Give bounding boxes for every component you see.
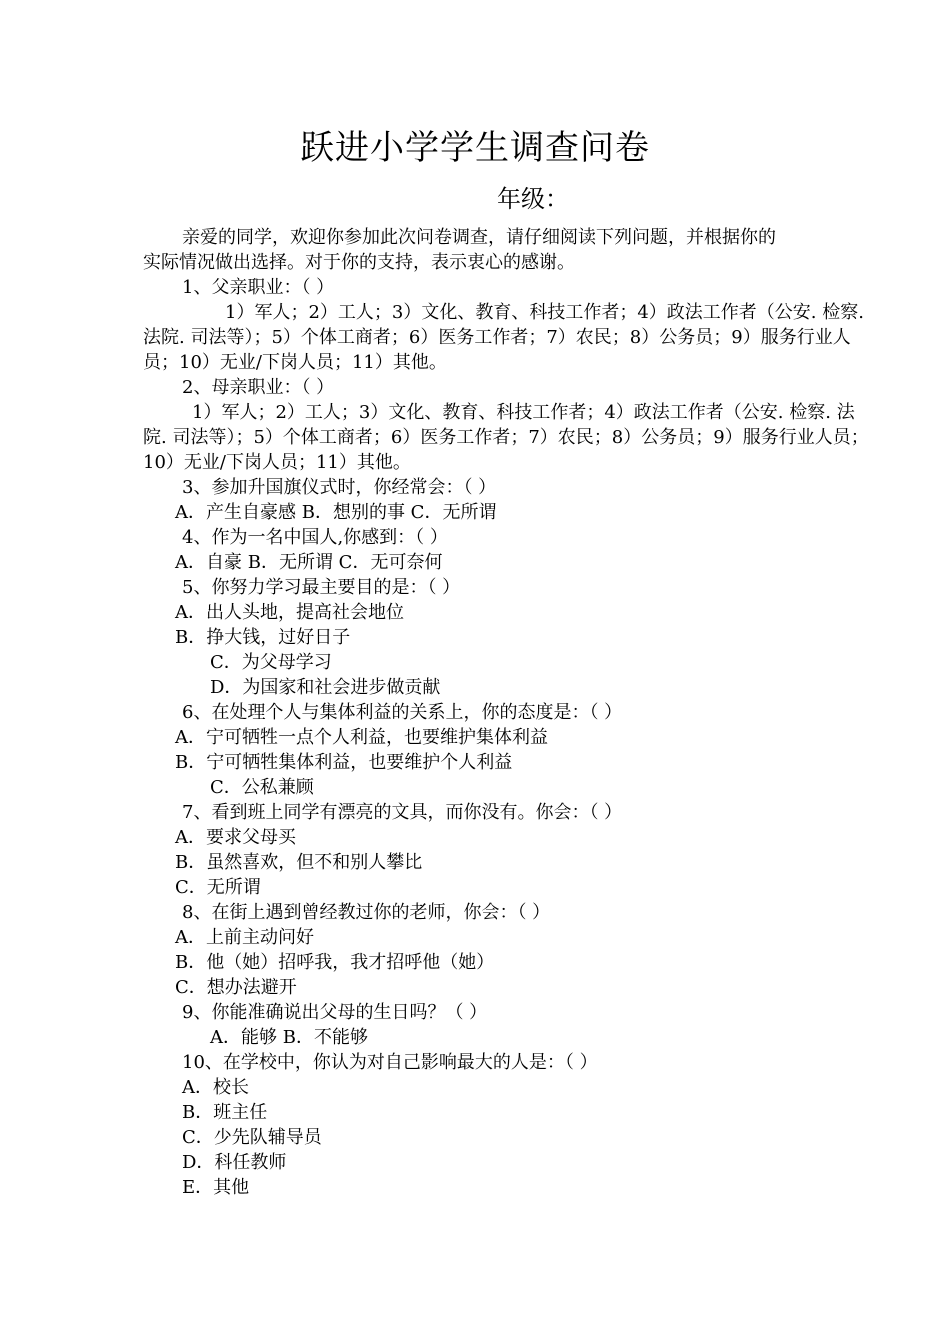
question-1-prompt: 1、父亲职业：（ ） [182,277,335,298]
question-4-options: A．自豪 B．无所谓 C．无可奈何 [175,552,443,573]
question-6-option: A．宁可牺牲一点个人利益，也要维护集体利益 [175,727,548,748]
question-5-option: D．为国家和社会进步做贡献 [210,677,441,698]
question-3-options: A．产生自豪感 B．想别的事 C．无所谓 [175,502,497,523]
question-7-prompt: 7、看到班上同学有漂亮的文具，而你没有。你会：（ ） [182,802,623,823]
question-8-option: B．他（她）招呼我，我才招呼他（她） [175,952,495,973]
question-2-prompt: 2、母亲职业：（ ） [182,377,335,398]
page-title: 跃进小学学生调查问卷 [300,128,650,168]
question-10-option: C．少先队辅导员 [182,1127,322,1148]
question-7-option: A．要求父母买 [175,827,296,848]
question-6-prompt: 6、在处理个人与集体利益的关系上，你的态度是：（ ） [182,702,623,723]
question-5-option: C．为父母学习 [210,652,332,673]
question-1-text: 员；10）无业/下岗人员；11）其他。 [143,352,447,373]
question-3-prompt: 3、参加升国旗仪式时，你经常会：（ ） [182,477,497,498]
question-9-options: A．能够 B．不能够 [210,1027,368,1048]
question-10-option: A．校长 [182,1077,249,1098]
question-8-option: A．上前主动问好 [175,927,314,948]
question-10-prompt: 10、在学校中，你认为对自己影响最大的人是：（ ） [182,1052,598,1073]
question-1-text: 1）军人；2）工人；3）文化、教育、科技工作者；4）政法工作者（公安. 检察. [225,302,864,323]
grade-label: 年级： [497,185,569,213]
question-6-option: B．宁可牺牲集体利益，也要维护个人利益 [175,752,513,773]
question-5-option: A．出人头地，提高社会地位 [175,602,404,623]
question-7-option: B．虽然喜欢，但不和别人攀比 [175,852,423,873]
question-10-option: B．班主任 [182,1102,268,1123]
question-7-option: C．无所谓 [175,877,261,898]
question-10-option: D．科任教师 [182,1152,287,1173]
question-10-option: E．其他 [182,1177,250,1198]
question-2-text: 10）无业/下岗人员；11）其他。 [143,452,411,473]
question-5-prompt: 5、你努力学习最主要目的是：（ ） [182,577,461,598]
intro-line: 亲爱的同学，欢迎你参加此次问卷调查，请仔细阅读下列问题，并根据你的 [182,227,776,248]
question-4-prompt: 4、作为一名中国人,你感到：（ ） [182,527,448,548]
question-5-option: B．挣大钱，过好日子 [175,627,351,648]
question-8-option: C．想办法避开 [175,977,297,998]
question-8-prompt: 8、在街上遇到曾经教过你的老师，你会：（ ） [182,902,551,923]
question-6-option: C．公私兼顾 [210,777,314,798]
intro-line: 实际情况做出选择。对于你的支持，表示衷心的感谢。 [143,252,575,273]
question-2-text: 1）军人；2）工人；3）文化、教育、科技工作者；4）政法工作者（公安. 检察. 法 [192,402,855,423]
question-2-text: 院. 司法等）；5）个体工商者；6）医务工作者；7）农民；8）公务员；9）服务行业人员； [143,427,869,448]
question-1-text: 法院. 司法等）；5）个体工商者；6）医务工作者；7）农民；8）公务员；9）服务行业人 [143,327,851,348]
question-9-prompt: 9、你能准确说出父母的生日吗？（ ） [182,1002,488,1023]
